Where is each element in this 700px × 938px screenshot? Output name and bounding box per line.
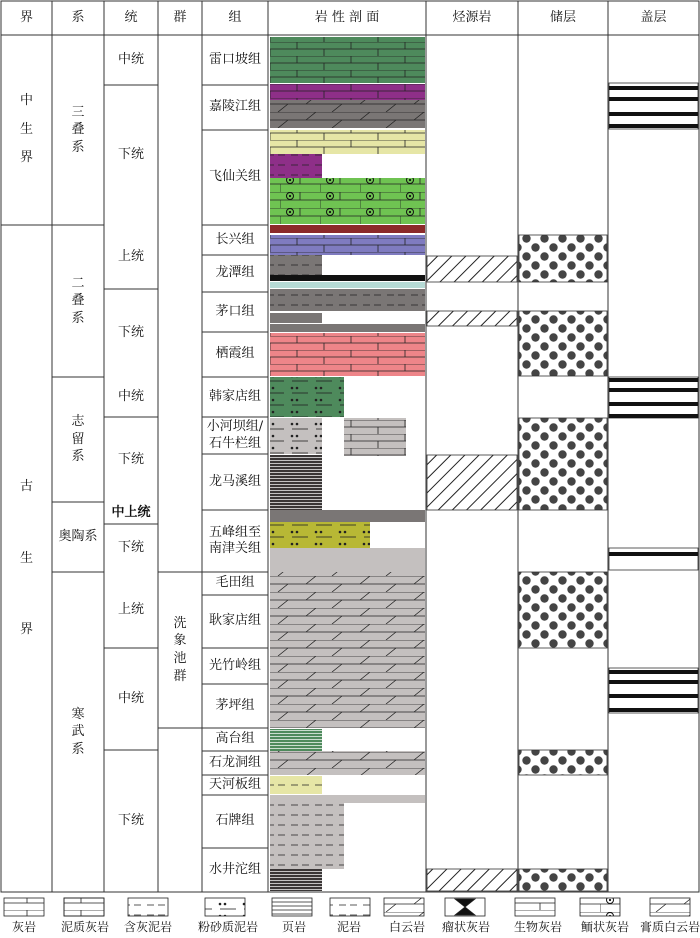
formation-4: 龙潭组 <box>215 265 255 281</box>
formation-13: 光竹岭组 <box>208 657 261 673</box>
system-2: 志 留 系 <box>71 414 85 465</box>
legend-label-2: 含灰泥岩 <box>123 919 172 934</box>
legend-label-9: 鲕状灰岩 <box>580 919 629 934</box>
formation-16: 石龙洞组 <box>208 754 261 770</box>
era-paleozoic: 古 生 界 <box>19 479 33 638</box>
legend-label-5: 泥岩 <box>336 919 361 934</box>
series-2: 上统 <box>117 249 144 265</box>
formation-11: 毛田组 <box>215 575 255 591</box>
formation-15: 高台组 <box>215 731 255 747</box>
formation-18: 石牌组 <box>215 813 255 829</box>
series-10: 下统 <box>117 813 144 829</box>
series-5: 下统 <box>117 451 144 467</box>
series-8: 上统 <box>117 602 144 618</box>
formation-17: 天河板组 <box>208 776 261 792</box>
header-4: 组 <box>228 10 242 26</box>
series-0: 中统 <box>117 52 144 68</box>
formation-12: 耿家店组 <box>208 613 261 629</box>
header-2: 统 <box>124 10 138 26</box>
header-3: 群 <box>173 10 187 26</box>
formation-19: 水井沱组 <box>208 861 261 877</box>
formation-3: 长兴组 <box>215 231 255 247</box>
formation-1: 嘉陵江组 <box>208 99 261 115</box>
header-0: 界 <box>19 10 33 26</box>
lithology-column <box>270 37 425 891</box>
legend <box>4 898 690 916</box>
system-4: 寒 武 系 <box>71 706 85 757</box>
formation-7: 韩家店组 <box>208 388 261 404</box>
series-7: 下统 <box>117 540 144 556</box>
series-3: 下统 <box>117 325 144 341</box>
formation-6: 栖霞组 <box>215 346 255 362</box>
system-0: 三 叠 系 <box>71 104 85 155</box>
series-1: 下统 <box>117 147 144 163</box>
formation-10: 五峰组至 南津关组 <box>208 524 261 556</box>
header-1: 系 <box>71 10 85 26</box>
header-7: 储层 <box>549 10 576 26</box>
system-3: 奥陶系 <box>58 529 98 545</box>
formation-0: 雷口坡组 <box>208 51 261 67</box>
source-rock-column <box>427 256 517 891</box>
series-9: 中统 <box>117 691 144 707</box>
legend-label-7: 瘤状灰岩 <box>441 919 490 934</box>
legend-label-4: 页岩 <box>281 919 306 934</box>
formation-14: 茅坪组 <box>215 697 255 713</box>
header-8: 盖层 <box>640 10 667 26</box>
series-6: 中上统 <box>111 505 151 521</box>
formation-8: 小河坝组/ 石牛栏组 <box>206 419 264 451</box>
header-6: 烃源岩 <box>452 10 492 26</box>
legend-label-3: 粉砂质泥岩 <box>197 919 258 934</box>
group-xixiangchi: 洗 象 池 群 <box>173 615 187 684</box>
series-4: 中统 <box>117 389 144 405</box>
legend-label-10: 膏质白云岩 <box>640 919 700 934</box>
formation-2: 飞仙关组 <box>208 169 261 185</box>
legend-label-0: 灰岩 <box>11 919 36 934</box>
legend-label-8: 生物灰岩 <box>513 919 562 934</box>
header-5: 岩 性 剖 面 <box>314 10 380 26</box>
legend-label-1: 泥质灰岩 <box>60 919 109 934</box>
reservoir-column <box>519 235 607 891</box>
formation-5: 茅口组 <box>215 303 255 319</box>
era-mesozoic: 中 生 界 <box>19 93 33 166</box>
formation-9: 龙马溪组 <box>208 473 261 489</box>
system-1: 二 叠 系 <box>71 275 85 326</box>
legend-label-6: 白云岩 <box>388 919 425 934</box>
cap-rock-column <box>609 83 698 713</box>
